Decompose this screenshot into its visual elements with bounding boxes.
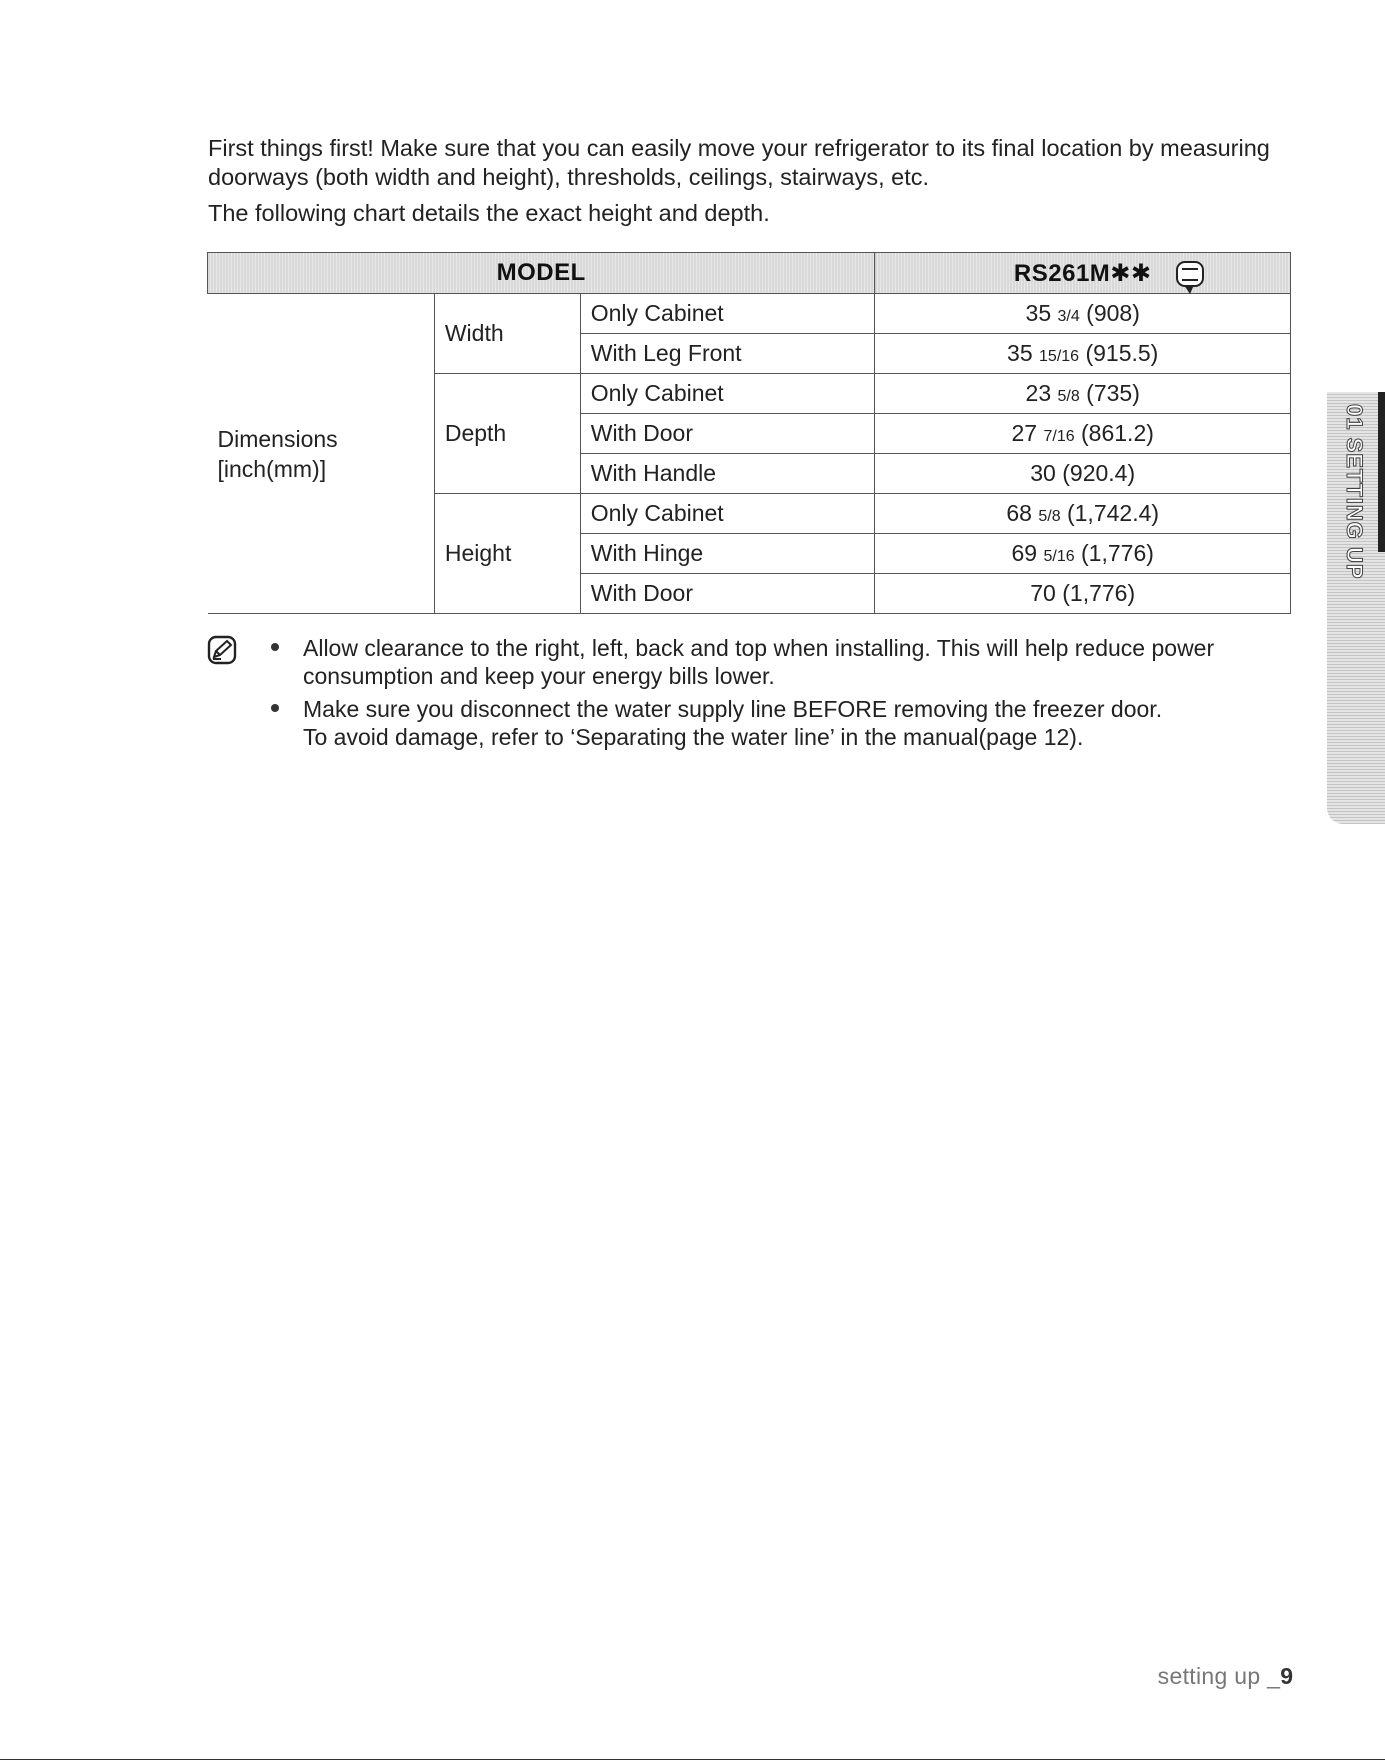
value-whole: 70: [1030, 580, 1056, 606]
value-whole: 35: [1025, 300, 1052, 326]
value-cell: [875, 334, 1291, 374]
model-header: MODEL: [208, 253, 875, 294]
page-number: 9: [1280, 1663, 1293, 1689]
value-cell: [875, 534, 1291, 574]
category-label: Dimensions: [217, 425, 338, 452]
note-2-line-2: To avoid damage, refer to ‘Separating the water line’ in the manual(page 12).: [303, 724, 1084, 750]
note-1-line-1: Allow clearance to the right, left, back and top when installing. This will help reduce power: [303, 635, 1215, 661]
group-depth: Depth: [434, 374, 580, 494]
value-fraction: 15/16: [1039, 348, 1080, 365]
intro-line-3: The following chart details the exact height and depth.: [208, 200, 770, 226]
value-mm: (920.4): [1062, 460, 1136, 486]
value-mm: (1,776): [1062, 580, 1136, 606]
option-cell: With Door: [580, 574, 875, 614]
section-tab: [1327, 392, 1385, 824]
page-footer: [1158, 1663, 1293, 1690]
bottom-rule: [0, 1759, 1385, 1760]
note-1-line-2: consumption and keep your energy bills lower.: [303, 663, 775, 689]
value-cell: [875, 454, 1291, 494]
value-mm: (861.2): [1081, 420, 1154, 446]
model-code-header: [875, 253, 1291, 294]
option-cell: With Handle: [580, 454, 875, 494]
dimensions-table: [207, 252, 1291, 614]
option-cell: With Door: [580, 414, 875, 454]
note-pencil-icon: [207, 635, 237, 665]
list-item: [303, 695, 1297, 751]
memo-icon-tail: [1184, 285, 1194, 294]
model-code: RS261M✱✱: [1013, 259, 1152, 287]
intro-line-2: doorways (both width and height), thresholds, ceilings, stairways, etc.: [208, 164, 930, 190]
value-whole: 23: [1025, 380, 1052, 406]
value-fraction: 3/4: [1057, 308, 1080, 325]
value-fraction: 5/8: [1057, 388, 1080, 405]
note-2-line-1: Make sure you disconnect the water supply line BEFORE removing the freezer door.: [303, 696, 1163, 722]
category-cell: [208, 294, 435, 614]
value-whole: 30: [1030, 460, 1056, 486]
intro-paragraph: [208, 134, 1298, 192]
group-width: Width: [434, 294, 580, 374]
value-mm: (908): [1086, 300, 1140, 326]
value-cell: [875, 414, 1291, 454]
list-item: [303, 634, 1297, 690]
intro-text: [208, 134, 1298, 228]
table-header-row: [208, 253, 1291, 294]
value-cell: [875, 494, 1291, 534]
notes-list: [207, 634, 1297, 751]
notes-section: [207, 634, 1297, 756]
option-cell: Only Cabinet: [580, 374, 875, 414]
value-mm: (915.5): [1085, 340, 1159, 366]
footer-section: setting up _: [1157, 1663, 1281, 1689]
option-cell: Only Cabinet: [580, 494, 875, 534]
option-cell: With Leg Front: [580, 334, 875, 374]
value-fraction: 7/16: [1043, 428, 1075, 445]
value-whole: 27: [1011, 420, 1038, 446]
category-unit: [inch(mm)]: [217, 455, 327, 482]
value-mm: (1,742.4): [1066, 500, 1160, 526]
value-cell: [875, 374, 1291, 414]
memo-icon: [1176, 261, 1204, 287]
value-whole: 69: [1011, 540, 1038, 566]
value-mm: (1,776): [1081, 540, 1154, 566]
value-cell: [875, 574, 1291, 614]
value-fraction: 5/8: [1038, 508, 1061, 525]
value-fraction: 5/16: [1043, 548, 1075, 565]
group-height: Height: [434, 494, 580, 614]
table-row: [208, 294, 1291, 334]
value-mm: (735): [1086, 380, 1140, 406]
option-cell: With Hinge: [580, 534, 875, 574]
option-cell: Only Cabinet: [580, 294, 875, 334]
value-cell: [875, 294, 1291, 334]
value-whole: 35: [1007, 340, 1033, 366]
intro-line-1: First things first! Make sure that you can easily move your refrigerator to its final location by measuring: [208, 135, 1270, 161]
section-tab-label: 01 SETTING UP: [1342, 404, 1367, 580]
value-whole: 68: [1006, 500, 1032, 526]
